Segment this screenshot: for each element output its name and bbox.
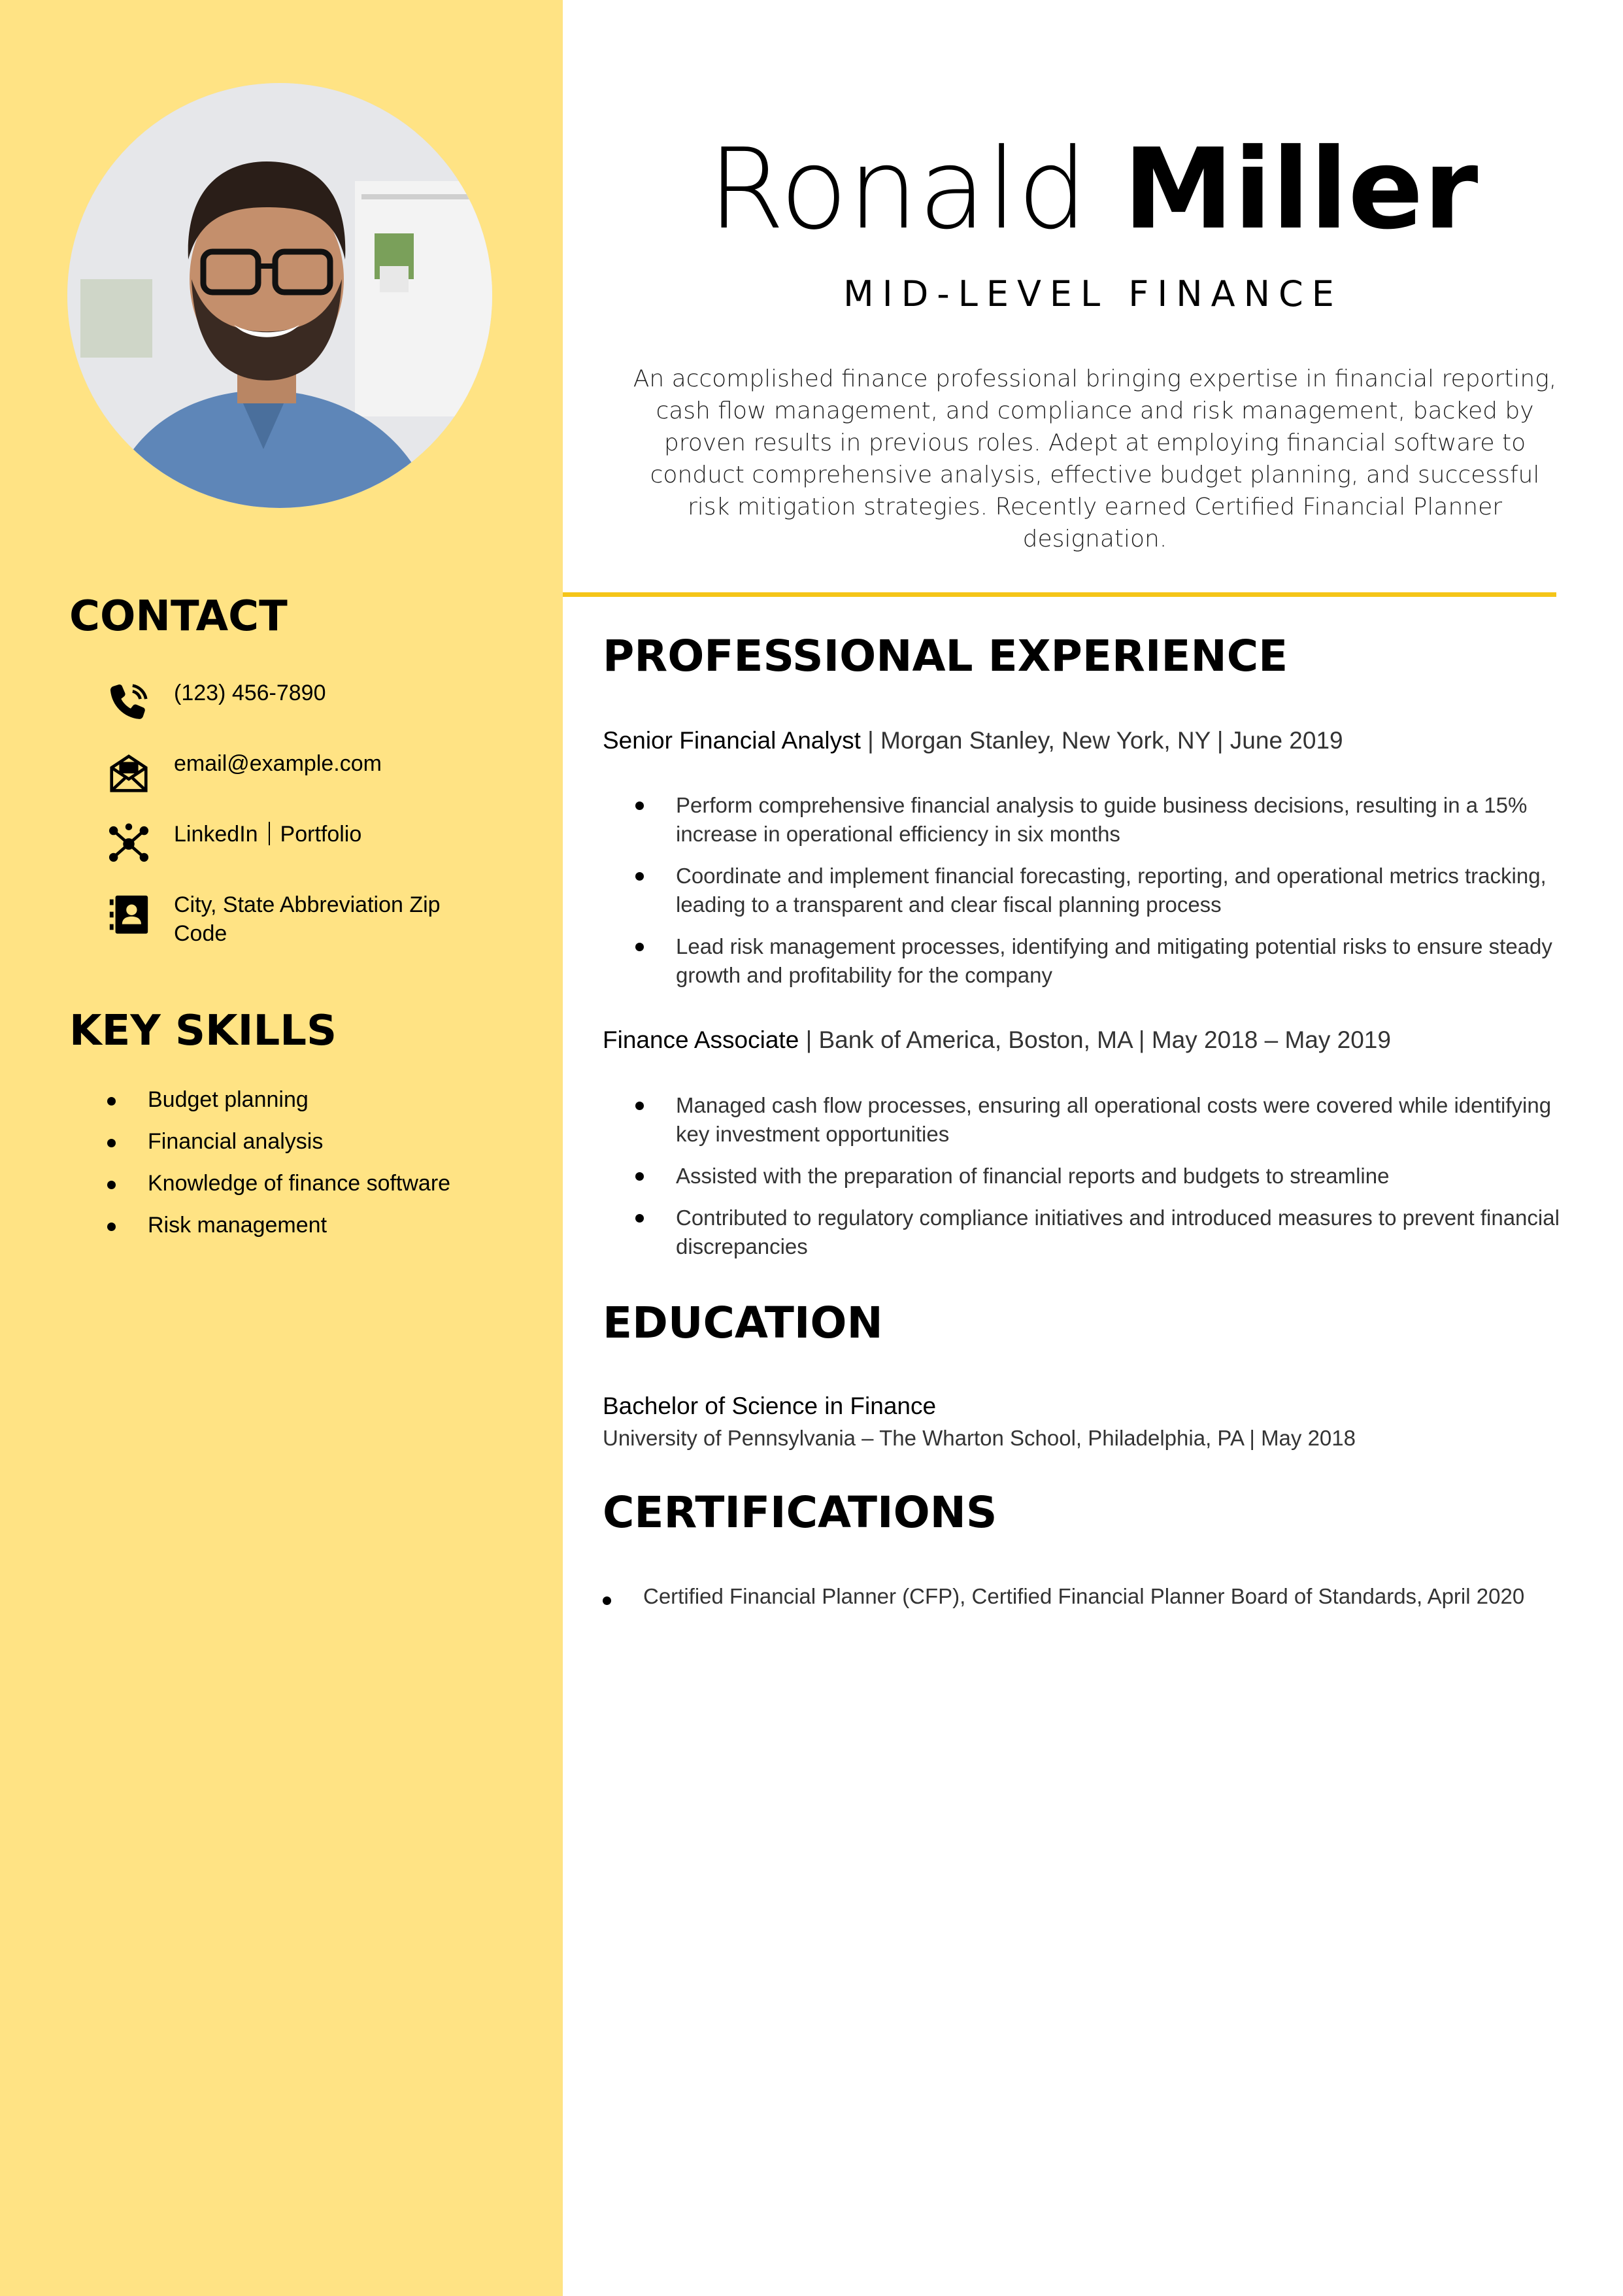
experience-heading: PROFESSIONAL EXPERIENCE: [603, 631, 1288, 681]
first-name: Ronald: [707, 125, 1088, 254]
certifications-list: [603, 1582, 1544, 1611]
job-meta: | Bank of America, Boston, MA | May 2018 – May 2019: [799, 1026, 1391, 1053]
list-item: Contributed to regulatory compliance initiatives and introduced measures to prevent financial discrepancies: [633, 1204, 1561, 1261]
section-divider: [563, 592, 1556, 597]
linkedin-link[interactable]: LinkedIn: [174, 822, 258, 847]
contact-links: [105, 820, 361, 868]
links-text: [174, 820, 361, 849]
list-item: Knowledge of finance software: [105, 1169, 450, 1211]
skills-list: [105, 1085, 450, 1253]
profile-photo: [67, 83, 492, 508]
portfolio-link[interactable]: Portfolio: [280, 822, 362, 847]
envelope-icon: [105, 749, 153, 798]
contact-email: [105, 749, 382, 798]
list-item: Budget planning: [105, 1085, 450, 1127]
job-title: [603, 726, 1343, 756]
job-bullets: [633, 791, 1561, 1003]
phone-icon: [105, 679, 153, 727]
list-item: Coordinate and implement financial forecasting, reporting, and operational metrics tracking, leading to a transparent and clear fiscal planning process: [633, 862, 1561, 919]
contact-phone: [105, 679, 326, 727]
job-role: Senior Financial Analyst: [603, 727, 861, 754]
school: University of Pennsylvania – The Wharton School, Philadelphia, PA | May 2018: [603, 1426, 1356, 1450]
contact-heading: CONTACT: [69, 592, 288, 641]
contact-address: [105, 890, 510, 948]
last-name: Miller: [1123, 125, 1479, 254]
address-book-icon: [105, 890, 153, 939]
phone-text[interactable]: (123) 456-7890: [174, 681, 326, 705]
summary: An accomplished finance professional bringing expertise in financial reporting, cash flow management, and compliance and risk management, backed by proven results in previous roles. Adept at employing financial software to conduct comprehensive analysis, effective budget planning, and successful risk mitigation strategies. Recently earned Certified Financial Planner designation.: [633, 365, 1557, 552]
list-item: Managed cash flow processes, ensuring all operational costs were covered while identifying key investment opportunities: [633, 1091, 1561, 1149]
list-item: Perform comprehensive financial analysis to guide business decisions, resulting in a 15% increase in operational efficiency in six months: [633, 791, 1561, 849]
list-item: Lead risk management processes, identifying and mitigating potential risks to ensure steady growth and profitability for the company: [633, 932, 1561, 990]
link-separator: [269, 822, 270, 845]
address-text: City, State Abbreviation Zip Code: [174, 892, 441, 946]
network-icon: [105, 820, 153, 868]
certifications-heading: CERTIFICATIONS: [603, 1487, 997, 1538]
candidate-name: [563, 124, 1623, 255]
job-role: Finance Associate: [603, 1026, 799, 1053]
list-item: Certified Financial Planner (CFP), Certified Financial Planner Board of Standards, April 2020: [603, 1582, 1544, 1611]
list-item: Financial analysis: [105, 1127, 450, 1169]
degree: Bachelor of Science in Finance: [603, 1393, 937, 1419]
job-title: [603, 1025, 1391, 1055]
education-heading: EDUCATION: [603, 1298, 883, 1348]
job-headline: MID-LEVEL FINANCE: [843, 273, 1343, 314]
key-skills-heading: KEY SKILLS: [69, 1007, 337, 1055]
list-item: Assisted with the preparation of financial reports and budgets to streamline: [633, 1162, 1561, 1190]
job-bullets: [633, 1091, 1561, 1274]
job-meta: | Morgan Stanley, New York, NY | June 2019: [860, 727, 1343, 754]
email-link[interactable]: email@example.com: [174, 751, 382, 776]
list-item: Risk management: [105, 1211, 450, 1253]
